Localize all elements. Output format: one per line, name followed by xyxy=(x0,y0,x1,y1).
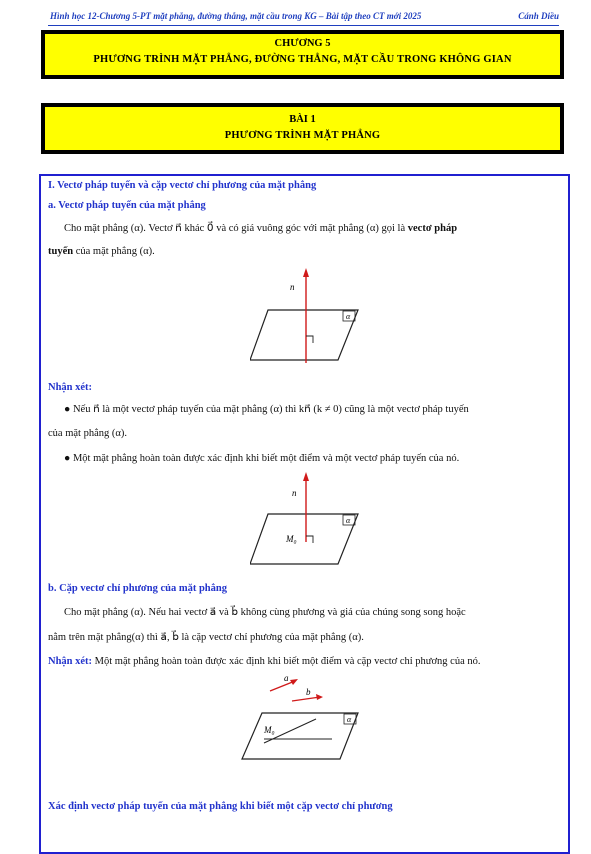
final-heading: Xác định vectơ pháp tuyến của mặt phẳng khi biết một cặp vectơ chỉ phương xyxy=(48,801,393,812)
bullet-1-continuation: của mặt phẳng (α). xyxy=(48,428,127,439)
right-angle-mark xyxy=(306,336,313,343)
alpha-label: α xyxy=(347,715,352,724)
remark-2-text: Một mặt phẳng hoàn toàn được xác định khi biết một điểm và cặp vectơ chỉ phương của nó. xyxy=(92,656,481,667)
alpha-label: α xyxy=(346,516,351,525)
definition-term: vectơ pháp xyxy=(407,223,458,234)
figure-plane-normal xyxy=(250,268,365,368)
header-title: Hình học 12-Chương 5-PT mặt phẳng, đường thẳng, mặt cầu trong KG – Bài tập theo CT mới 2025 xyxy=(50,11,422,21)
point-label: M₀ xyxy=(286,534,297,544)
vector-b-line xyxy=(292,697,320,701)
section-heading: I. Vectơ pháp tuyến và cặp vectơ chỉ phương của mặt phẳng xyxy=(48,180,317,191)
definition-text: Cho mặt phẳng (α). Vectơ n⃗ khác 0⃗ và có giá vuông góc với mặt phẳng (α) gọi là xyxy=(64,223,408,234)
normal-vector-arrowhead xyxy=(303,268,309,277)
definition-line2 xyxy=(48,245,155,259)
plane-parallelogram xyxy=(250,514,358,564)
remark-2-label: Nhận xét: xyxy=(48,656,93,667)
vector-b-label: b⃗ xyxy=(306,687,318,697)
remark-label: Nhận xét: xyxy=(48,382,93,393)
alpha-label: α xyxy=(346,312,351,321)
bullet-1 xyxy=(64,403,564,417)
bullet-2-dot: ● xyxy=(64,453,71,464)
bullet-2-text: Một mặt phẳng hoàn toàn được xác định khi biết một điểm và một vectơ pháp tuyến của nó. xyxy=(72,453,460,464)
lesson-name: PHƯƠNG TRÌNH MẶT PHẲNG xyxy=(224,130,381,141)
chapter-number: CHƯƠNG 5 xyxy=(274,38,331,49)
plane-parallelogram xyxy=(242,713,358,759)
normal-vector-arrowhead xyxy=(303,472,309,481)
definition-term-end: tuyến xyxy=(48,246,74,257)
normal-vector-label: n⃗ xyxy=(292,488,304,498)
right-angle-mark xyxy=(306,536,313,543)
b-paragraph-line2: nằm trên mặt phẳng(α) thì a⃗, b⃗ là cặp vectơ chỉ phương của mặt phẳng (α). xyxy=(48,632,364,643)
definition-text-end: của mặt phẳng (α). xyxy=(73,246,155,257)
plane-parallelogram xyxy=(250,310,358,360)
normal-vector-label: n⃗ xyxy=(290,282,302,292)
header-publisher: Cánh Diều xyxy=(518,11,559,21)
bullet-1-text: Nếu n⃗ là một vectơ pháp tuyến của mặt phẳng (α) thì kn⃗ (k ≠ 0) cũng là một vectơ pháp tuyến xyxy=(72,404,469,415)
lesson-number: BÀI 1 xyxy=(289,114,316,125)
page-header xyxy=(48,9,559,26)
vector-a-label: a⃗ xyxy=(284,673,296,683)
remark-2 xyxy=(48,655,564,669)
lesson-title-box xyxy=(41,103,564,154)
figure-plane-direction-vectors xyxy=(240,673,365,768)
definition-line1 xyxy=(64,222,564,236)
bullet-2 xyxy=(64,452,564,466)
chapter-title-box xyxy=(41,30,564,79)
subsection-a-heading: a. Vectơ pháp tuyến của mặt phẳng xyxy=(48,200,206,211)
subsection-b-heading: b. Cặp vectơ chỉ phương của mặt phẳng xyxy=(48,583,227,594)
bullet-1-dot: ● xyxy=(64,404,71,415)
point-label: M₀ xyxy=(264,725,275,735)
figure-plane-point-normal xyxy=(250,470,365,570)
b-paragraph-line1: Cho mặt phẳng (α). Nếu hai vectơ a⃗ và b⃗ không cùng phương và giá của chúng song song hoặc xyxy=(64,607,466,618)
chapter-name: PHƯƠNG TRÌNH MẶT PHẲNG, ĐƯỜNG THẲNG, MẶT CẦU TRONG KHÔNG GIAN xyxy=(93,54,512,65)
